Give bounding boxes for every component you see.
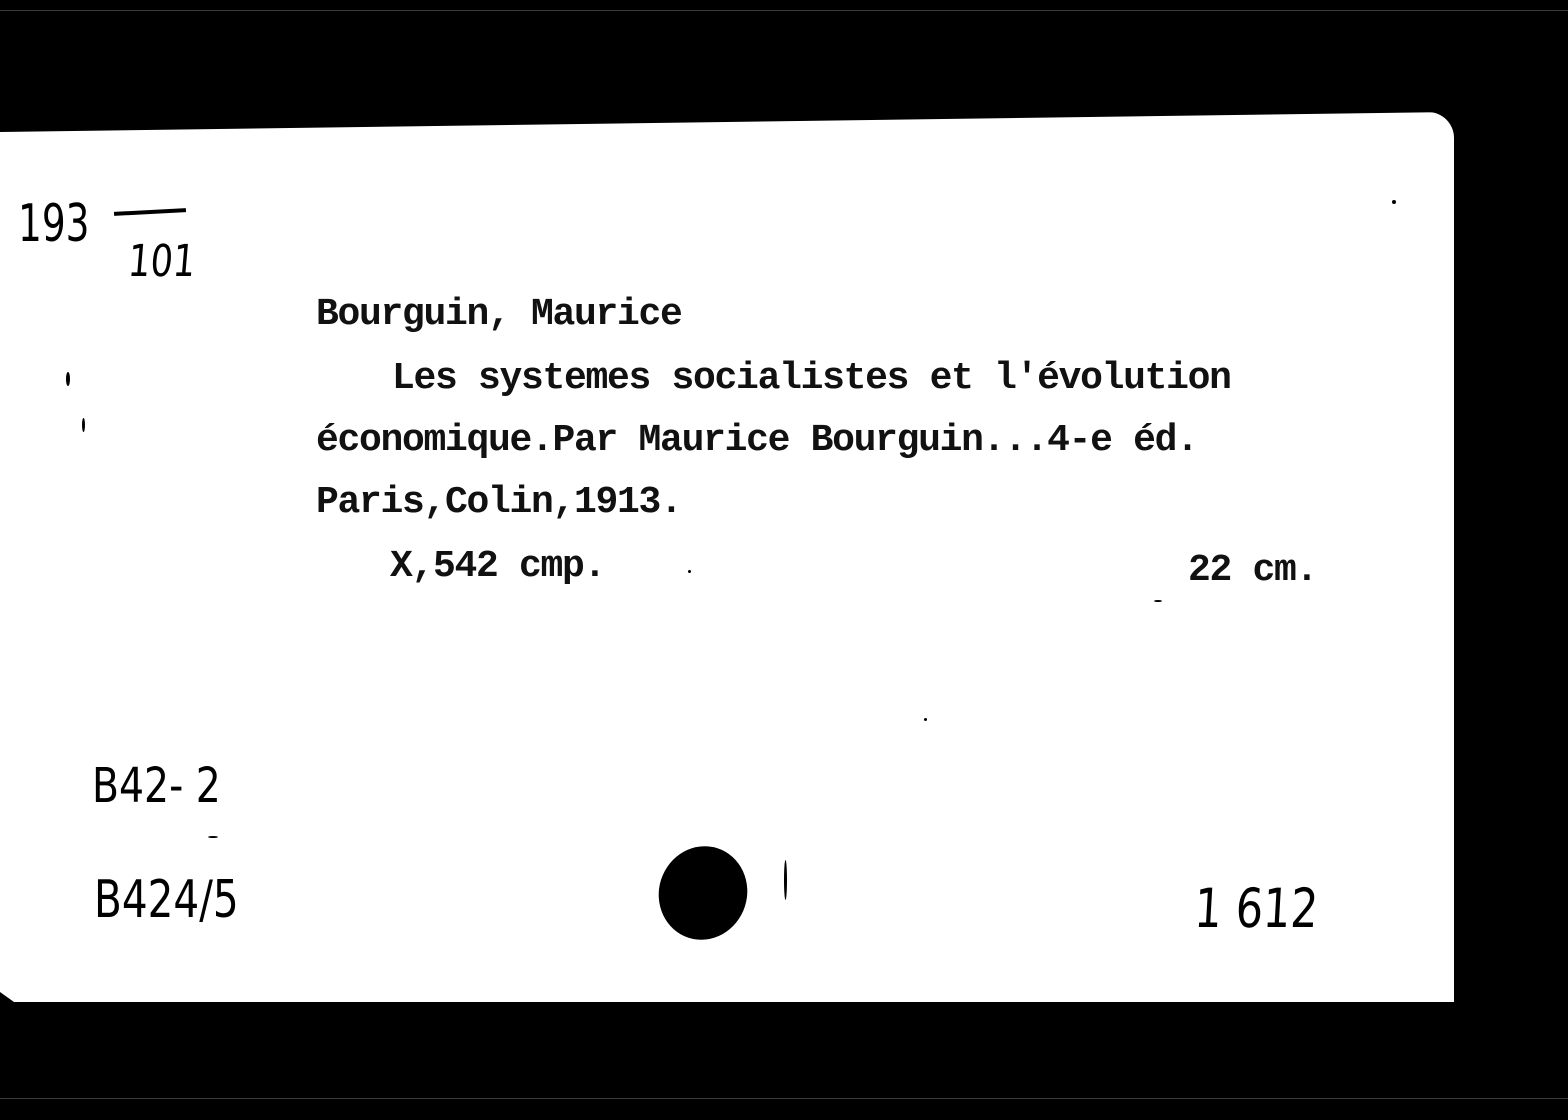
scan-speck — [208, 836, 218, 838]
accession-number: 1 612 — [1192, 877, 1320, 940]
title-line-2: économique.Par Maurice Bourguin...4-e éd. — [316, 419, 1198, 462]
author-heading: Bourguin, Maurice — [316, 293, 682, 336]
shelf-mark-1: B42- 2 — [92, 758, 221, 814]
scan-speck — [1392, 200, 1396, 204]
scan-border-bottom — [0, 1098, 1568, 1099]
scan-speck — [66, 372, 70, 386]
shelf-mark-2: B424/5 — [94, 870, 239, 930]
call-number-secondary: 101 — [126, 236, 198, 287]
scan-speck — [784, 860, 787, 900]
pagination: X,542 cmp. — [390, 545, 606, 588]
scan-speck — [688, 570, 691, 573]
dimensions: 22 cm. — [1188, 549, 1318, 592]
imprint-line: Paris,Colin,1913. — [316, 481, 682, 524]
call-number-primary: 193 — [18, 194, 90, 254]
title-line-1: Les systemes socialistes et l'évolution — [392, 357, 1231, 400]
scan-speck — [924, 718, 927, 721]
scan-speck — [82, 418, 85, 432]
scan-border-top — [0, 10, 1568, 11]
scan-speck — [1154, 600, 1162, 602]
